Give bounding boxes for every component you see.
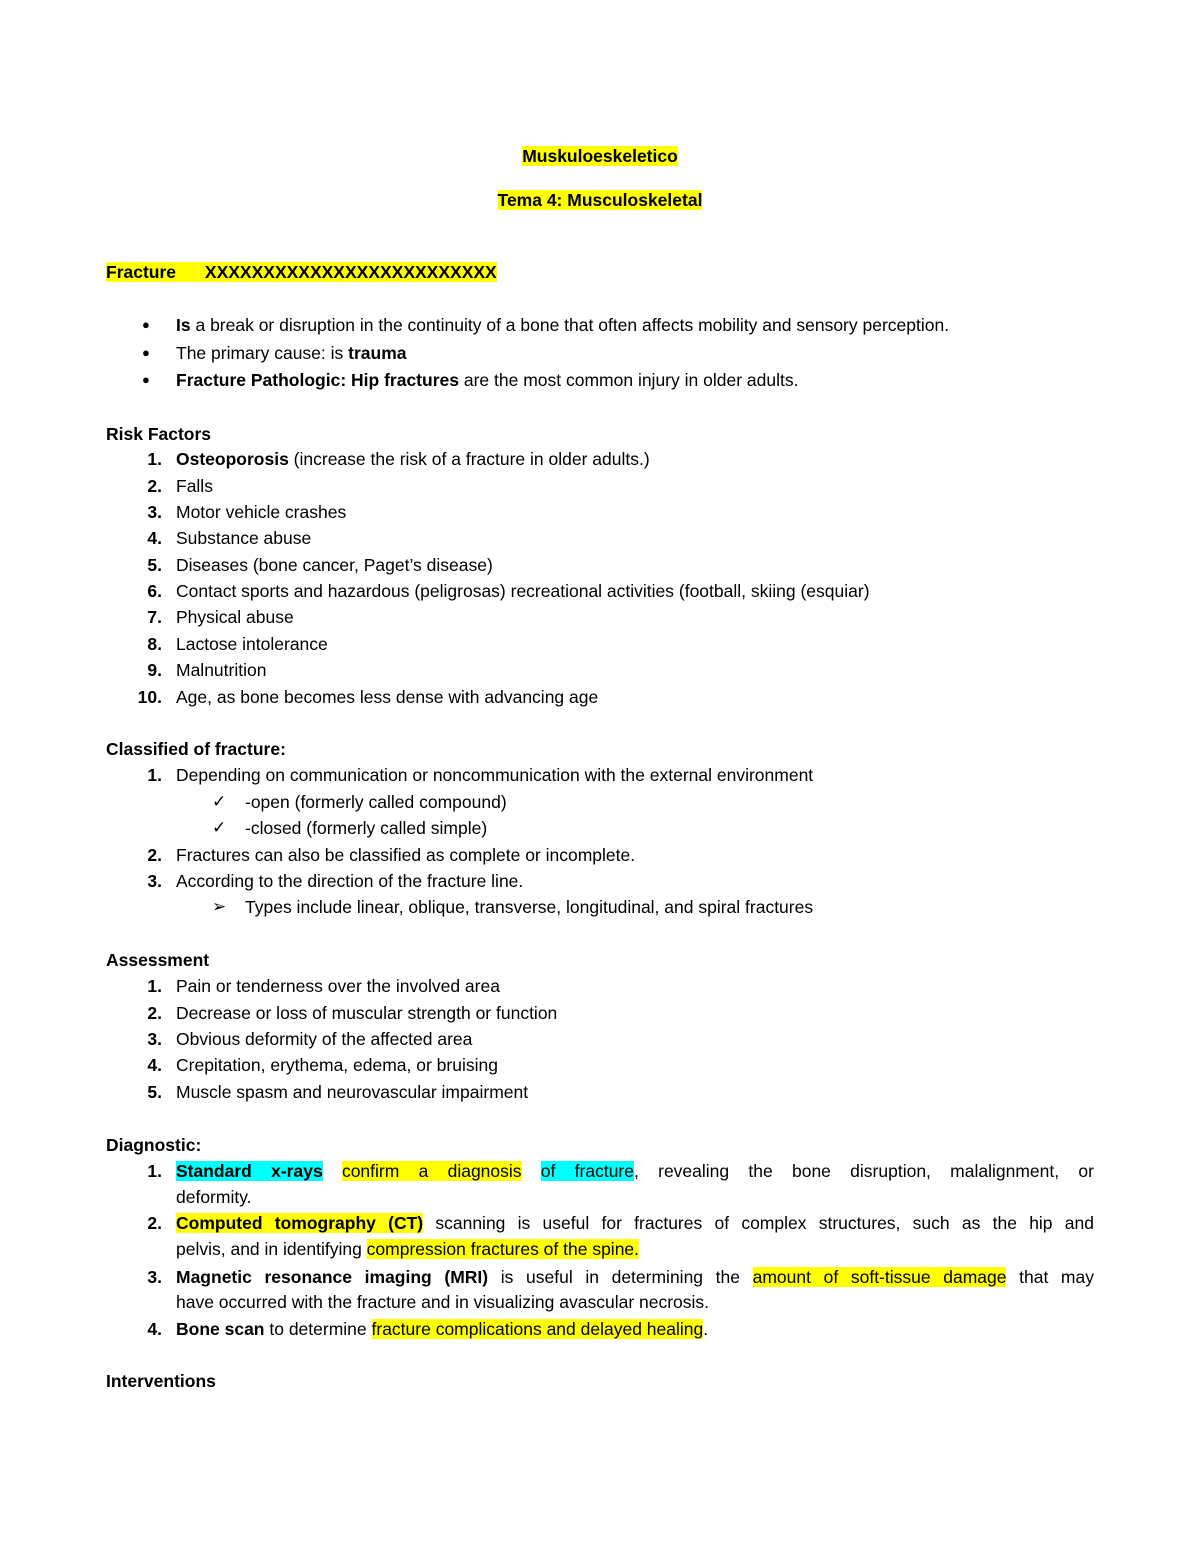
list-item: Falls xyxy=(176,476,213,496)
list-number: 4. xyxy=(147,1055,162,1075)
list-item: Muscle spasm and neurovascular impairment xyxy=(176,1082,529,1102)
list-number: 3. xyxy=(147,1267,162,1287)
bullet-item: Is a break or disruption in the continuity of a bone that often affects mobility and sensory perception. xyxy=(176,315,950,335)
list-number: 4. xyxy=(147,1319,162,1339)
list-item: Physical abuse xyxy=(176,607,294,627)
list-number: 1. xyxy=(147,1161,162,1181)
sub-list-item: Types include linear, oblique, transverse, longitudinal, and spiral fractures xyxy=(245,897,814,917)
classified-heading: Classified of fracture: xyxy=(106,739,286,759)
bullet-item: Fracture Pathologic: Hip fractures are the most common injury in older adults. xyxy=(176,370,799,390)
list-number: 2. xyxy=(147,1213,162,1233)
sub-list-item: -closed (formerly called simple) xyxy=(245,818,488,838)
redacted-mask: XXXXXXXXXXXXXXXXXXXXXXXXX xyxy=(204,262,497,282)
bullet-icon: ● xyxy=(142,317,150,332)
list-number: 3. xyxy=(147,871,162,891)
list-number: 6. xyxy=(147,581,162,601)
document-subtitle: Tema 4: Musculoskeletal xyxy=(497,190,703,210)
assessment-heading: Assessment xyxy=(106,950,210,970)
list-number: 2. xyxy=(147,1003,162,1023)
fracture-heading: Fracture XXXXXXXXXXXXXXXXXXXXXXXXX xyxy=(106,262,497,282)
list-number: 5. xyxy=(147,1082,162,1102)
list-number: 9. xyxy=(147,660,162,680)
list-item: Depending on communication or noncommunication with the external environment xyxy=(176,765,814,785)
list-item: Diseases (bone cancer, Paget’s disease) xyxy=(176,555,493,575)
list-number: 7. xyxy=(147,607,162,627)
list-number: 2. xyxy=(147,476,162,496)
list-item: Lactose intolerance xyxy=(176,634,328,654)
list-number: 3. xyxy=(147,1029,162,1049)
list-item: Age, as bone becomes less dense with advancing age xyxy=(176,687,599,707)
list-item: Motor vehicle crashes xyxy=(176,502,347,522)
checkmark-icon: ✓ xyxy=(212,792,227,811)
list-item: Substance abuse xyxy=(176,528,312,548)
list-number: 4. xyxy=(147,528,162,548)
list-item-continuation: deformity. xyxy=(176,1187,252,1207)
list-number: 1. xyxy=(147,449,162,469)
interventions-heading: Interventions xyxy=(106,1371,216,1391)
list-item: Magnetic resonance imaging (MRI) is useful in determining the amount of soft-tissue damage that may xyxy=(176,1267,1094,1287)
list-number: 1. xyxy=(147,976,162,996)
arrow-bullet-icon: ➢ xyxy=(212,897,227,916)
bullet-icon: ● xyxy=(142,372,150,387)
list-number: 1. xyxy=(147,765,162,785)
list-item-continuation: pelvis, and in identifying compression fractures of the spine. xyxy=(176,1239,640,1259)
sub-list-item: -open (formerly called compound) xyxy=(245,792,507,812)
list-item: Crepitation, erythema, edema, or bruising xyxy=(176,1055,498,1075)
list-number: 8. xyxy=(147,634,162,654)
risk-factors-heading: Risk Factors xyxy=(106,424,212,444)
list-item: According to the direction of the fracture line. xyxy=(176,871,524,891)
list-item: Bone scan to determine fracture complications and delayed healing. xyxy=(176,1319,709,1339)
list-item-continuation: have occurred with the fracture and in visualizing avascular necrosis. xyxy=(176,1292,710,1312)
list-item: Fractures can also be classified as complete or incomplete. xyxy=(176,845,636,865)
list-item: Computed tomography (CT) scanning is useful for fractures of complex structures, such as the hip and xyxy=(176,1213,1094,1233)
checkmark-icon: ✓ xyxy=(212,818,227,837)
list-item: Decrease or loss of muscular strength or function xyxy=(176,1003,558,1023)
list-item: Osteoporosis (increase the risk of a fracture in older adults.) xyxy=(176,449,650,469)
list-item: Obvious deformity of the affected area xyxy=(176,1029,473,1049)
list-number: 3. xyxy=(147,502,162,522)
list-number: 5. xyxy=(147,555,162,575)
list-item: Malnutrition xyxy=(176,660,267,680)
document-title: Muskuloeskeletico xyxy=(522,146,678,166)
list-number: 10. xyxy=(137,687,162,707)
bullet-icon: ● xyxy=(142,345,150,360)
diagnostic-heading: Diagnostic: xyxy=(106,1135,202,1155)
list-number: 2. xyxy=(147,845,162,865)
bullet-item: The primary cause: is trauma xyxy=(176,343,407,363)
list-item: Contact sports and hazardous (peligrosas) recreational activities (football, skiing (esquiar) xyxy=(176,581,870,601)
list-item: Standard x-rays confirm a diagnosis of fracture, revealing the bone disruption, malalignment, or xyxy=(176,1161,1094,1181)
list-item: Pain or tenderness over the involved area xyxy=(176,976,500,996)
